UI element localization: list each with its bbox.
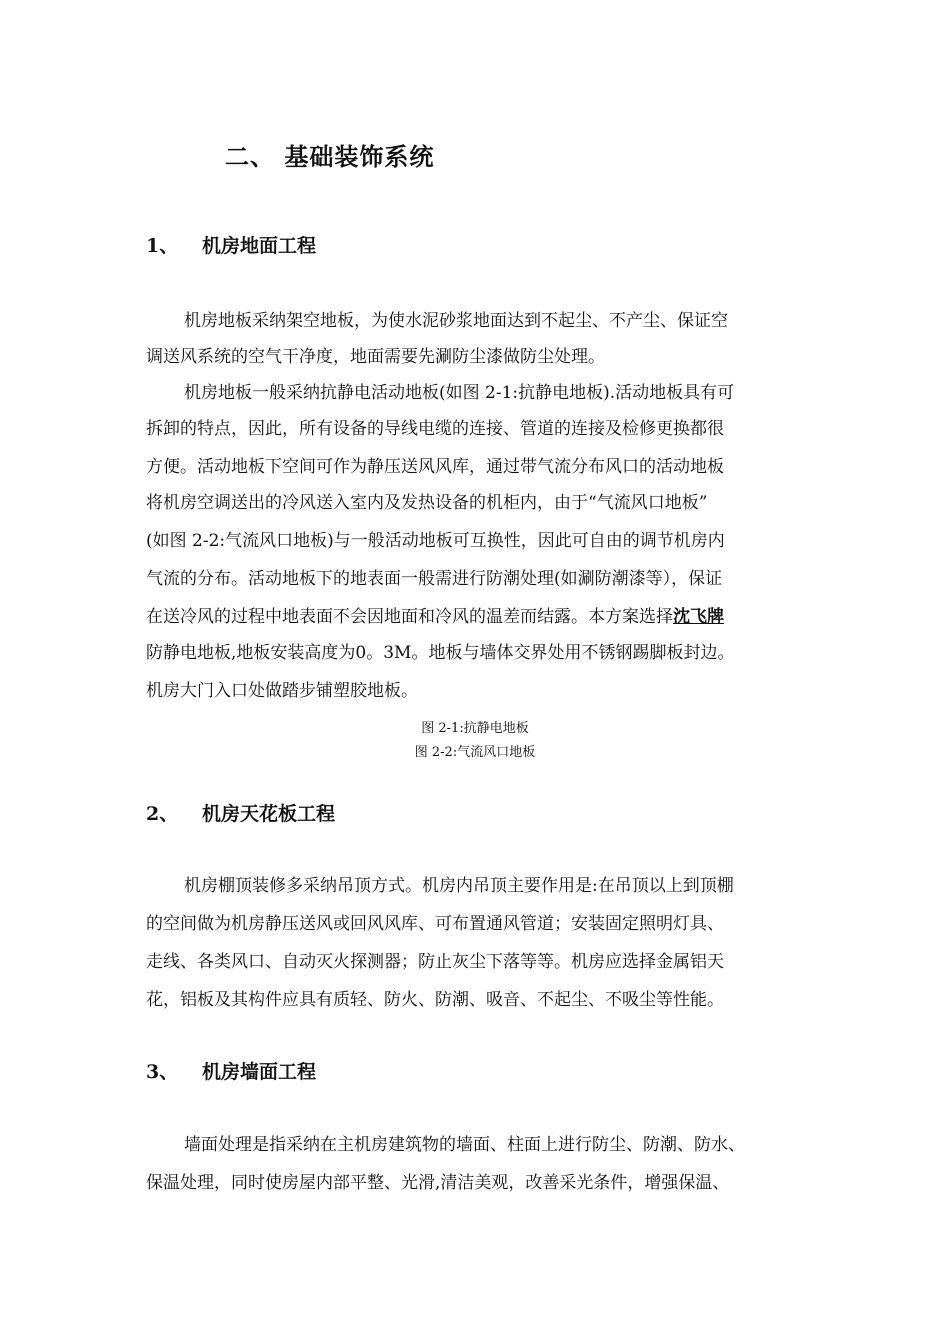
- section-2-heading: [146, 799, 335, 826]
- section-3-title: 机房墙面工程: [202, 1061, 317, 1083]
- paragraph-line: 拆卸的特点，因此，所有设备的导线电缆的连接、管道的连接及检修更换都很: [146, 419, 724, 439]
- paragraph-line: 方便。活动地板下空间可作为静压送风风库，通过带气流分布风口的活动地板: [146, 457, 724, 477]
- section-3-heading: [146, 1057, 316, 1084]
- section-2-title: 机房天花板工程: [202, 803, 336, 825]
- paragraph-line: 将机房空调送出的冷风送入室内及发热设备的机柜内，由于“气流风口地板”: [146, 493, 708, 513]
- paragraph-line: 花，铝板及其构件应具有质轻、防火、防潮、吸音、不起尘、不吸尘等性能。: [146, 990, 724, 1010]
- paragraph-line: 调送风系统的空气干净度，地面需要先涮防尘漆做防尘处理。: [146, 347, 605, 367]
- paragraph-line: 机房大门入口处做踏步铺塑胶地板。: [146, 681, 418, 701]
- paragraph-line: 机房棚顶装修多采纳吊顶方式。机房内吊顶主要作用是:在吊顶以上到顶棚: [184, 876, 734, 896]
- paragraph-line: 机房地板一般采纳抗静电活动地板(如图 2-1:抗静电地板).活动地板具有可: [184, 383, 735, 403]
- section-1-number: 1、: [146, 235, 179, 257]
- paragraph-line: 墙面处理是指采纳在主机房建筑物的墙面、柱面上进行防尘、防潮、防水、: [184, 1135, 745, 1155]
- section-1-heading: [146, 231, 316, 258]
- paragraph-line: 保温处理，同时使房屋内部平整、光滑,清洁美观，改善采光条件，增强保温、: [146, 1173, 730, 1193]
- section-1-title: 机房地面工程: [202, 235, 317, 257]
- page-title: 二、 基础装饰系统: [225, 142, 435, 171]
- paragraph-line: 机房地板采纳架空地板，为使水泥砂浆地面达到不起尘、不产尘、保证空: [184, 311, 728, 331]
- paragraph-line: 的空间做为机房静压送风或回风风库、可布置通风管道；安装固定照明灯具、: [146, 914, 724, 934]
- brand-link[interactable]: 沈飞牌: [673, 607, 724, 627]
- paragraph-line: 气流的分布。活动地板下的地表面一般需进行防潮处理(如涮防潮漆等），保证: [146, 569, 723, 589]
- section-2-number: 2、: [146, 803, 179, 825]
- paragraph-line: (如图 2-2:气流风口地板)与一般活动地板可互换性，因此可自由的调节机房内: [146, 531, 725, 551]
- paragraph-text: 在送冷风的过程中地表面不会因地面和冷风的温差而结露。本方案选择: [146, 607, 673, 627]
- figure-caption: 图 2-1:抗静电地板: [421, 721, 529, 736]
- figure-caption: 图 2-2:气流风口地板: [414, 745, 536, 760]
- paragraph-line: 走线、各类风口、自动灭火探测器；防止灰尘下落等等。机房应选择金属铝天: [146, 952, 724, 972]
- paragraph-line: [146, 605, 724, 629]
- section-3-number: 3、: [146, 1061, 179, 1083]
- paragraph-line: 防静电地板,地板安装高度为0。3M。地板与墙体交界处用不锈钢踢脚板封边。: [146, 643, 735, 663]
